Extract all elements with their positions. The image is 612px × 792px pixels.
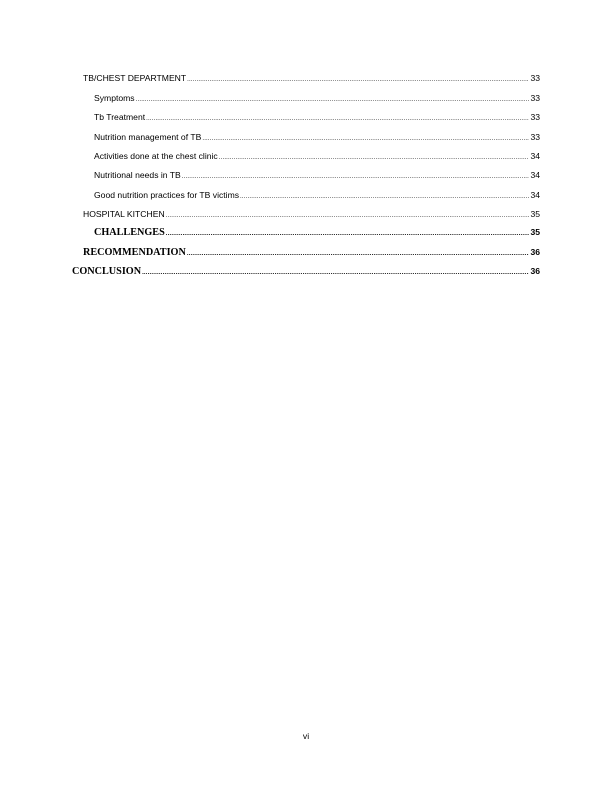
toc-entry-page: 33 <box>530 93 540 103</box>
toc-leader-dots <box>187 77 529 83</box>
toc-entry-label: CONCLUSION <box>72 266 142 277</box>
toc-entry-page: 36 <box>530 247 540 257</box>
toc-entry-hospital-kitchen[interactable] <box>0 209 540 219</box>
toc-entry-page: 34 <box>530 170 540 180</box>
toc-entry-label: Nutritional needs in TB <box>94 170 181 180</box>
toc-entry-nutrition-management[interactable] <box>0 132 540 142</box>
toc-entry-page: 34 <box>530 190 540 200</box>
toc-leader-dots <box>182 174 530 180</box>
toc-entry-page: 35 <box>530 227 540 237</box>
toc-leader-dots <box>166 231 530 237</box>
toc-entry-page: 35 <box>530 209 540 219</box>
toc-entry-label: Good nutrition practices for TB victims <box>94 190 240 200</box>
toc-entry-label: RECOMMENDATION <box>83 247 186 258</box>
toc-entry-symptoms[interactable] <box>0 93 540 103</box>
toc-entry-page: 36 <box>530 266 540 276</box>
toc-leader-dots <box>219 155 530 161</box>
toc-entry-label: CHALLENGES <box>94 227 165 238</box>
toc-entry-label: HOSPITAL KITCHEN <box>83 209 165 219</box>
toc-leader-dots <box>136 97 530 103</box>
toc-entry-page: 33 <box>530 73 540 83</box>
toc-entry-label: Symptoms <box>94 93 135 103</box>
toc-leader-dots <box>202 136 529 142</box>
toc-entry-recommendation[interactable] <box>0 247 540 258</box>
toc-entry-conclusion[interactable] <box>0 266 540 277</box>
toc-entry-label: Activities done at the chest clinic <box>94 151 218 161</box>
page-number: vi <box>302 731 310 741</box>
toc-leader-dots <box>166 213 530 219</box>
toc-entry-tb-treatment[interactable] <box>0 112 540 122</box>
toc-entry-challenges[interactable] <box>0 227 540 238</box>
toc-entry-label: Tb Treatment <box>94 112 146 122</box>
toc-leader-dots <box>240 194 529 200</box>
toc-entry-page: 34 <box>530 151 540 161</box>
toc-entry-good-nutrition-practices[interactable] <box>0 190 540 200</box>
toc-entry-tb-chest-department[interactable] <box>0 73 540 83</box>
toc-entry-nutritional-needs[interactable] <box>0 170 540 180</box>
toc-entry-page: 33 <box>530 132 540 142</box>
toc-leader-dots <box>187 251 530 257</box>
toc-entry-page: 33 <box>530 112 540 122</box>
toc-entry-chest-clinic-activities[interactable] <box>0 151 540 161</box>
toc-entry-label: Nutrition management of TB <box>94 132 202 142</box>
toc-leader-dots <box>142 270 529 276</box>
toc-entry-label: TB/CHEST DEPARTMENT <box>83 73 187 83</box>
toc-leader-dots <box>146 116 529 122</box>
